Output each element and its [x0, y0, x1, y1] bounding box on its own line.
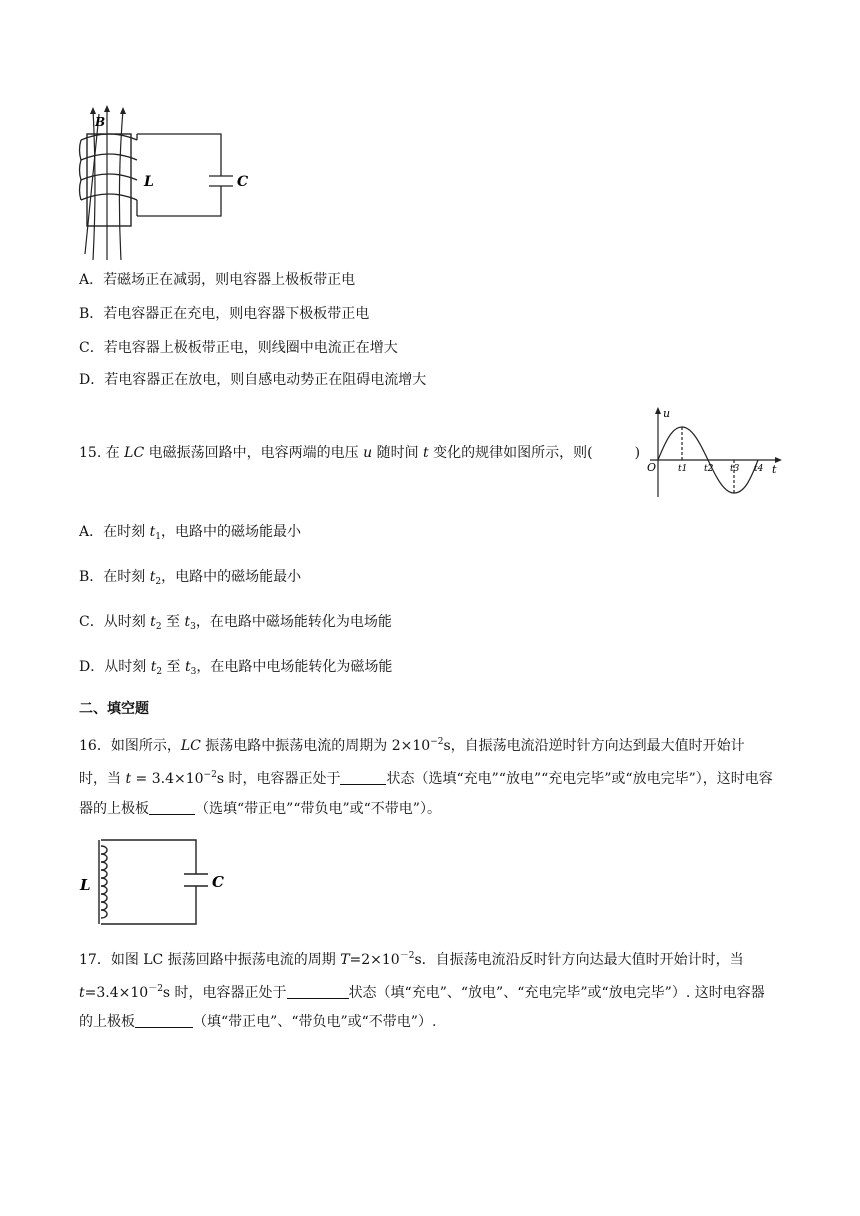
q15-option-d: D．从时刻 $t_2$ 至 $t_3$，在电路中电场能转化为磁场能 — [79, 659, 393, 677]
q15-option-c: C．从时刻 $t_2$ 至 $t_3$，在电路中磁场能转化为电场能 — [79, 614, 392, 632]
q16-line-2: 时，当 $t = 3.4\times 10^{-2}s$ 时，电容器正处于 状态（选填“充电”“放电”“充电完毕”或“放电完毕”），这时电容 — [79, 770, 773, 787]
coil-label-b: B — [95, 115, 106, 129]
graph-origin: O — [647, 461, 657, 474]
coil-label-l: L — [144, 174, 154, 190]
graph-axis-u: u — [663, 407, 671, 420]
q14-option-c: C．若电容器上极板带正电，则线圈中电流正在增大 — [79, 340, 398, 356]
lc-circuit-figure — [76, 834, 226, 930]
q17-line-2: $t=3.4\times 10^{-2}s$ 时，电容器正处于 状态（填“充电”、“放电”、“充电完毕”或“放电完毕”）. 这时电容器 — [79, 984, 765, 1001]
q16-line-3: 器的上极板 （选填“带正电”“带负电”或“不带电”）。 — [79, 801, 441, 817]
q14-option-d: D．若电容器正在放电，则自感电动势正在阻碍电流增大 — [79, 372, 427, 388]
q14-option-a: A．若磁场正在减弱，则电容器上极板带正电 — [79, 272, 356, 288]
q15-stem: 15. 在 LC 电磁振荡回路中，电容两端的电压 u 随时间 t 变化的规律如图所示，则( ) — [79, 445, 641, 461]
q17-line-3: 的上极板 （填“带正电”、“带负电”或“不带电”）. — [79, 1014, 437, 1030]
graph-tick-t1: t1 — [678, 464, 688, 474]
q15-option-b: B．在时刻 $t_2$，电路中的磁场能最小 — [79, 569, 302, 587]
graph-tick-t4: t4 — [754, 464, 764, 474]
q16-line-1: 16．如图所示，LC 振荡电路中振荡电流的周期为 $2\times 10^{-2}s$，自振荡电流沿逆时针方向达到最大值时开始计 — [79, 737, 745, 754]
graph-axis-t: t — [772, 463, 777, 476]
q17-blank-2[interactable] — [135, 1013, 193, 1028]
coil-label-c: C — [237, 174, 249, 190]
q16-blank-1[interactable] — [340, 770, 386, 785]
q17-blank-1[interactable] — [287, 984, 349, 999]
q16-blank-2[interactable] — [149, 800, 195, 815]
coil-capacitor-figure — [75, 104, 255, 260]
q14-option-b: B．若电容器正在充电，则电容器下极板带正电 — [79, 306, 370, 322]
voltage-time-graph — [644, 405, 784, 501]
graph-tick-t3: t3 — [730, 464, 740, 474]
q17-line-1: 17．如图 LC 振荡回路中振荡电流的周期 $T=2\times 10^{-2}s$．自振荡电流沿反时针方向达最大值时开始计时，当 — [79, 951, 744, 968]
graph-tick-t2: t2 — [704, 464, 714, 474]
lc-label-c: C — [212, 873, 224, 891]
lc-label-l: L — [80, 876, 91, 894]
q15-option-a: A．在时刻 $t_1$，电路中的磁场能最小 — [79, 524, 301, 542]
section-title: 二、填空题 — [79, 701, 149, 717]
